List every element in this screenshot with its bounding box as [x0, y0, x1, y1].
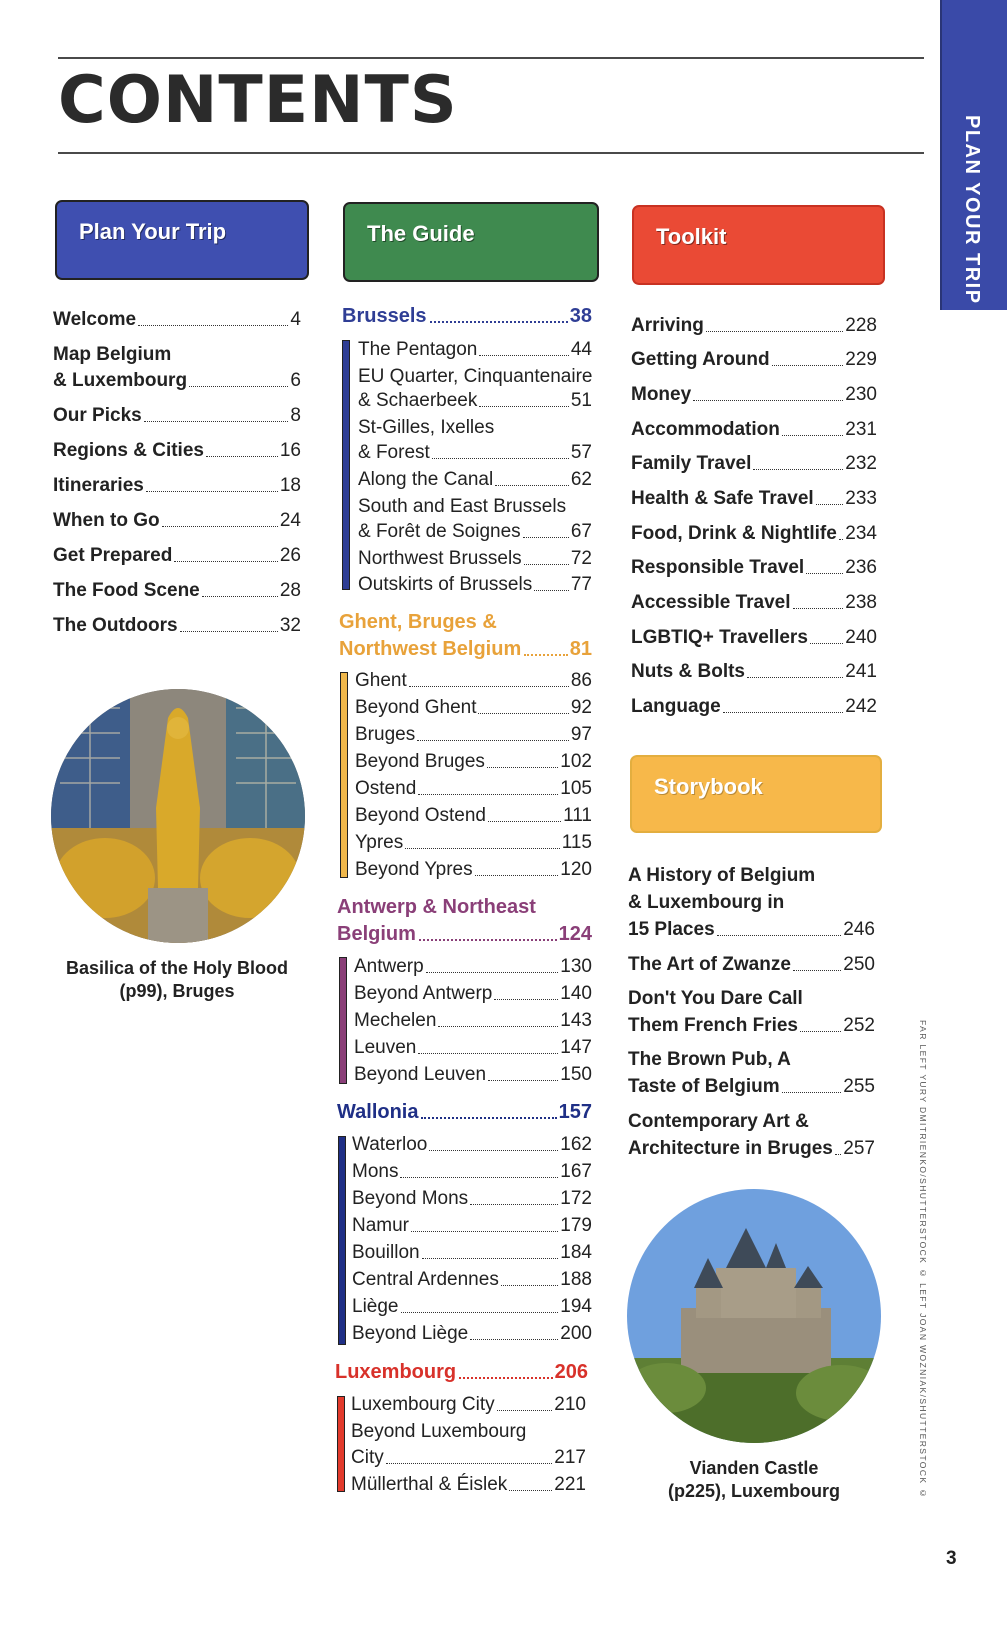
toc-entry[interactable]: [53, 476, 301, 495]
toc-entry[interactable]: [355, 860, 592, 879]
leader-dots: [162, 526, 278, 527]
entry-page: 228: [845, 315, 877, 336]
entry-label: Regions & Cities: [53, 440, 204, 461]
entry-label-line2: & Luxembourg in: [628, 892, 785, 913]
toc-entry[interactable]: [53, 546, 301, 565]
toc-entry[interactable]: [352, 1297, 592, 1316]
entry-label-line1: Contemporary Art &: [628, 1111, 809, 1132]
toc-entry[interactable]: [358, 391, 592, 410]
photo-credit: FAR LEFT YURY DMITRIENKO/SHUTTERSTOCK © LEFT JOAN WOZNIAK/SHUTTERSTOCK ©: [918, 1020, 928, 1500]
entry-page: 167: [560, 1161, 592, 1182]
page-number: 3: [946, 1548, 957, 1569]
toc-entry[interactable]: [628, 1077, 875, 1096]
toc-entry[interactable]: [351, 1475, 586, 1494]
storybook-header-label: Storybook: [654, 774, 763, 799]
entry-label-line2: Taste of Belgium: [628, 1076, 780, 1097]
leader-dots: [800, 1031, 841, 1032]
leader-dots: [438, 1026, 558, 1027]
guide-header-label: The Guide: [367, 221, 475, 246]
entry-page: 44: [570, 339, 592, 360]
entry-label: Müllerthal & Éislek: [351, 1474, 508, 1495]
entry-label: Accessible Travel: [631, 592, 791, 613]
brussels-bar: [342, 340, 350, 590]
entry-page: 252: [843, 1015, 875, 1036]
leader-dots: [138, 325, 288, 326]
leader-dots: [470, 1339, 558, 1340]
leader-dots: [835, 1154, 841, 1155]
toc-entry[interactable]: [53, 581, 301, 600]
leader-dots: [534, 590, 569, 591]
entry-label: Beyond Mons: [352, 1188, 469, 1209]
section-title: Wallonia: [337, 1101, 419, 1123]
toc-entry[interactable]: [53, 511, 301, 530]
vianden-castle-photo: [626, 1188, 882, 1444]
entry-page: 86: [570, 670, 592, 691]
entry-label: When to Go: [53, 510, 160, 531]
entry-page: 150: [560, 1064, 592, 1085]
entry-label: Beyond Ghent: [355, 697, 477, 718]
entry-label-line2: & Luxembourg: [53, 370, 188, 391]
entry-label: Beyond Leuven: [354, 1064, 487, 1085]
section-ghent-line1: Ghent, Bruges &: [339, 611, 497, 633]
entry-label: Nuts & Bolts: [631, 661, 745, 682]
entry-page: 67: [570, 521, 592, 542]
leader-dots: [401, 1312, 559, 1313]
section-luxembourg[interactable]: [335, 1362, 588, 1382]
entry-label: Itineraries: [53, 475, 144, 496]
entry-page: 217: [554, 1447, 586, 1468]
leader-dots: [479, 406, 569, 407]
entry-page: 72: [570, 548, 592, 569]
entry-page: 77: [570, 574, 592, 595]
toc-entry[interactable]: [358, 443, 592, 462]
entry-page: 229: [845, 349, 877, 370]
entry-label: Family Travel: [631, 453, 752, 474]
caption-line1: Basilica of the Holy Blood: [65, 958, 289, 978]
leader-dots: [400, 1177, 558, 1178]
leader-dots: [421, 1117, 556, 1119]
entry-label: Arriving: [631, 315, 704, 336]
entry-label: The Pentagon: [358, 339, 478, 360]
toc-entry[interactable]: [352, 1135, 592, 1154]
leader-dots: [793, 970, 841, 971]
section-title: Brussels: [342, 305, 427, 327]
leader-dots: [409, 686, 569, 687]
entry-page: 111: [563, 805, 592, 826]
entry-page: 238: [845, 592, 877, 613]
entry-label: Northwest Brussels: [358, 548, 522, 569]
toc-entry[interactable]: [53, 441, 301, 460]
entry-page: 140: [560, 983, 592, 1004]
leader-dots: [470, 1204, 558, 1205]
entry-page: 241: [845, 661, 877, 682]
leader-dots: [432, 458, 569, 459]
entry-page: 255: [843, 1076, 875, 1097]
section-page: 38: [569, 305, 592, 327]
section-title: Luxembourg: [335, 1361, 457, 1383]
ghent-bar: [340, 672, 348, 878]
entry-page: 246: [843, 919, 875, 940]
entry-page: 184: [560, 1242, 592, 1263]
caption-line2: (p225), Luxembourg: [667, 1481, 841, 1501]
toc-entry[interactable]: [354, 1065, 592, 1084]
entry-label-line2: & Forêt de Soignes: [358, 521, 521, 542]
toc-entry[interactable]: [355, 698, 592, 717]
entry-label-line2: Architecture in Bruges: [628, 1138, 833, 1159]
entry-label: Mechelen: [354, 1010, 437, 1031]
leader-dots: [523, 537, 569, 538]
entry-label-line3: 15 Places: [628, 919, 715, 940]
toc-entry[interactable]: [53, 406, 301, 425]
entry-label: Beyond Ypres: [355, 859, 473, 880]
toc-entry[interactable]: [352, 1189, 592, 1208]
entry-label: Outskirts of Brussels: [358, 574, 533, 595]
entry-label: Ypres: [355, 832, 404, 853]
entry-label-line1: Beyond Luxembourg: [351, 1421, 527, 1442]
toc-entry[interactable]: [355, 779, 592, 798]
entry-label: Accommodation: [631, 419, 780, 440]
entry-page: 200: [560, 1323, 592, 1344]
leader-dots: [174, 561, 278, 562]
caption-line2: (p99), Bruges: [119, 981, 235, 1001]
entry-label-line2: City: [351, 1447, 384, 1468]
section-ghent[interactable]: [339, 639, 592, 659]
leader-dots: [146, 491, 278, 492]
section-title-line2: Belgium: [337, 923, 416, 945]
toc-entry[interactable]: [351, 1448, 586, 1467]
entry-page: 57: [570, 442, 592, 463]
entry-page: 230: [845, 384, 877, 405]
leader-dots: [405, 848, 559, 849]
entry-page: 51: [570, 390, 592, 411]
toc-entry[interactable]: [53, 371, 301, 390]
entry-page: 130: [560, 956, 592, 977]
leader-dots: [417, 740, 569, 741]
entry-page: 24: [279, 510, 301, 531]
toc-entry[interactable]: [628, 1139, 875, 1158]
section-brussels[interactable]: [342, 306, 592, 326]
leader-dots: [487, 767, 558, 768]
entry-page: 120: [560, 859, 592, 880]
entry-label: Along the Canal: [358, 469, 494, 490]
entry-page: 162: [560, 1134, 592, 1155]
entry-page: 97: [570, 724, 592, 745]
entry-page: 4: [290, 309, 301, 330]
toc-entry[interactable]: [352, 1243, 592, 1262]
entry-page: 188: [560, 1269, 592, 1290]
side-tab: [940, 0, 1007, 310]
leader-dots: [497, 1410, 553, 1411]
entry-page: 147: [560, 1037, 592, 1058]
entry-label: Leuven: [354, 1037, 417, 1058]
luxembourg-bar: [337, 1396, 345, 1492]
entry-label: Waterloo: [352, 1134, 428, 1155]
leader-dots: [430, 321, 568, 323]
entry-label-line1: St-Gilles, Ixelles: [358, 417, 495, 438]
leader-dots: [524, 654, 568, 656]
entry-page: 115: [561, 832, 592, 853]
leader-dots: [488, 1080, 558, 1081]
section-page: 206: [554, 1361, 588, 1383]
entry-page: 179: [560, 1215, 592, 1236]
leader-dots: [180, 631, 278, 632]
entry-label: Welcome: [53, 309, 137, 330]
section-antwerp-line1: Antwerp & Northeast: [337, 896, 536, 918]
entry-label: Our Picks: [53, 405, 142, 426]
toc-entry[interactable]: [358, 575, 592, 594]
section-page: 81: [569, 638, 592, 660]
toc-entry[interactable]: [628, 1016, 875, 1035]
entry-page: 250: [843, 954, 875, 975]
entry-page: 62: [570, 469, 592, 490]
entry-label: Beyond Bruges: [355, 751, 485, 772]
entry-label: Liège: [352, 1296, 399, 1317]
leader-dots: [479, 355, 568, 356]
entry-label: Namur: [352, 1215, 410, 1236]
entry-page: 172: [560, 1188, 592, 1209]
caption-line1: Vianden Castle: [689, 1458, 819, 1478]
plan-list: [53, 0, 301, 640]
toc-entry[interactable]: [354, 1011, 592, 1030]
entry-label: Language: [631, 696, 721, 717]
toolkit-header-label: Toolkit: [656, 224, 727, 249]
leader-dots: [782, 1092, 842, 1093]
entry-label-line1: A History of Belgium: [628, 865, 816, 886]
entry-page: 28: [279, 580, 301, 601]
leader-dots: [418, 1053, 558, 1054]
section-wallonia[interactable]: [337, 1102, 592, 1122]
entry-label: LGBTIQ+ Travellers: [631, 627, 808, 648]
entry-label: Beyond Liège: [352, 1323, 469, 1344]
toc-entry[interactable]: [355, 752, 592, 771]
leader-dots: [494, 999, 558, 1000]
entry-page: 8: [290, 405, 301, 426]
leader-dots: [422, 1258, 559, 1259]
toc-entry[interactable]: [628, 920, 875, 939]
entry-label: The Food Scene: [53, 580, 200, 601]
entry-label-line1: EU Quarter, Cinquantenaire: [358, 366, 593, 387]
toc-entry[interactable]: [355, 833, 592, 852]
entry-page: 240: [845, 627, 877, 648]
leader-dots: [717, 935, 842, 936]
toc-entry[interactable]: [358, 340, 592, 359]
leader-dots: [418, 794, 558, 795]
entry-label: Beyond Ostend: [355, 805, 486, 826]
toc-entry[interactable]: [355, 725, 592, 744]
entry-page: 232: [845, 453, 877, 474]
entry-page: 257: [843, 1138, 875, 1159]
entry-label: Beyond Antwerp: [354, 983, 493, 1004]
entry-page: 231: [845, 419, 877, 440]
toc-entry[interactable]: [352, 1270, 592, 1289]
toc-entry[interactable]: [358, 470, 592, 489]
entry-label: The Outdoors: [53, 615, 178, 636]
leader-dots: [426, 972, 559, 973]
toc-entry[interactable]: [354, 984, 592, 1003]
toc-entry[interactable]: [358, 522, 592, 541]
leader-dots: [411, 1231, 558, 1232]
guide-list: [336, 0, 592, 1520]
entry-label: Antwerp: [354, 956, 424, 977]
entry-label: Luxembourg City: [351, 1394, 495, 1415]
antwerp-bar: [339, 957, 347, 1084]
page-title: CONTENTS: [58, 63, 458, 138]
entry-page: 105: [560, 778, 592, 799]
entry-label: Central Ardennes: [352, 1269, 499, 1290]
entry-page: 236: [845, 557, 877, 578]
toc-entry[interactable]: [354, 957, 592, 976]
entry-label-line2: & Forest: [358, 442, 430, 463]
leader-dots: [478, 713, 568, 714]
entry-label: Food, Drink & Nightlife: [631, 523, 837, 544]
plan-header-label: Plan Your Trip: [79, 219, 227, 244]
toc-entry[interactable]: [351, 1395, 586, 1414]
section-title-line2: Northwest Belgium: [339, 638, 522, 660]
leader-dots: [419, 939, 557, 941]
leader-dots: [495, 485, 569, 486]
entry-label-line2: & Schaerbeek: [358, 390, 478, 411]
entry-label: Bruges: [355, 724, 416, 745]
entry-page: 221: [554, 1474, 586, 1495]
toc-entry[interactable]: [352, 1216, 592, 1235]
toc-entry[interactable]: [628, 955, 875, 974]
entry-page: 6: [290, 370, 301, 391]
basilica-caption: [42, 957, 312, 1003]
basilica-photo: [50, 688, 306, 944]
toc-entry[interactable]: [358, 549, 592, 568]
leader-dots: [429, 1150, 558, 1151]
toc-entry[interactable]: [354, 1038, 592, 1057]
toc-entry[interactable]: [352, 1162, 592, 1181]
section-antwerp[interactable]: [337, 924, 592, 944]
leader-dots: [189, 386, 288, 387]
entry-label-line1: Map Belgium: [53, 344, 172, 365]
entry-page: 210: [554, 1394, 586, 1415]
leader-dots: [509, 1490, 552, 1491]
entry-label: Health & Safe Travel: [631, 488, 814, 509]
entry-page: 92: [570, 697, 592, 718]
entry-label: Ghent: [355, 670, 407, 691]
entry-label: Get Prepared: [53, 545, 173, 566]
side-tab-label: PLAN YOUR TRIP: [961, 115, 983, 305]
entry-page: 18: [279, 475, 301, 496]
toc-entry[interactable]: [53, 616, 301, 635]
leader-dots: [488, 821, 561, 822]
entry-page: 32: [279, 615, 301, 636]
entry-label-line2: Them French Fries: [628, 1015, 798, 1036]
leader-dots: [501, 1285, 558, 1286]
wallonia-bar: [338, 1136, 346, 1345]
section-page: 124: [558, 923, 592, 945]
section-page: 157: [558, 1101, 592, 1123]
entry-label: Responsible Travel: [631, 557, 805, 578]
entry-page: 26: [279, 545, 301, 566]
entry-page: 16: [279, 440, 301, 461]
entry-label: Bouillon: [352, 1242, 420, 1263]
toc-entry[interactable]: [53, 310, 301, 329]
entry-label: Ostend: [355, 778, 417, 799]
entry-page: 233: [845, 488, 877, 509]
leader-dots: [144, 421, 289, 422]
leader-dots: [459, 1377, 553, 1379]
entry-label: Mons: [352, 1161, 399, 1182]
entry-page: 143: [560, 1010, 592, 1031]
toc-entry[interactable]: [352, 1324, 592, 1343]
toc-entry[interactable]: [355, 806, 592, 825]
entry-page: 102: [560, 751, 592, 772]
entry-label: Money: [631, 384, 692, 405]
entry-label: The Art of Zwanze: [628, 954, 791, 975]
entry-page: 234: [845, 523, 877, 544]
storybook-list: [628, 0, 875, 1170]
toc-entry[interactable]: [355, 671, 592, 690]
entry-label-line1: Don't You Dare Call: [628, 988, 803, 1009]
entry-page: 194: [560, 1296, 592, 1317]
leader-dots: [206, 456, 278, 457]
leader-dots: [202, 596, 278, 597]
entry-label: Getting Around: [631, 349, 770, 370]
vianden-caption: [626, 1457, 882, 1503]
leader-dots: [475, 875, 559, 876]
leader-dots: [386, 1463, 553, 1464]
entry-label-line1: South and East Brussels: [358, 496, 567, 517]
entry-label-line1: The Brown Pub, A: [628, 1049, 791, 1070]
leader-dots: [524, 564, 569, 565]
entry-page: 242: [845, 696, 877, 717]
